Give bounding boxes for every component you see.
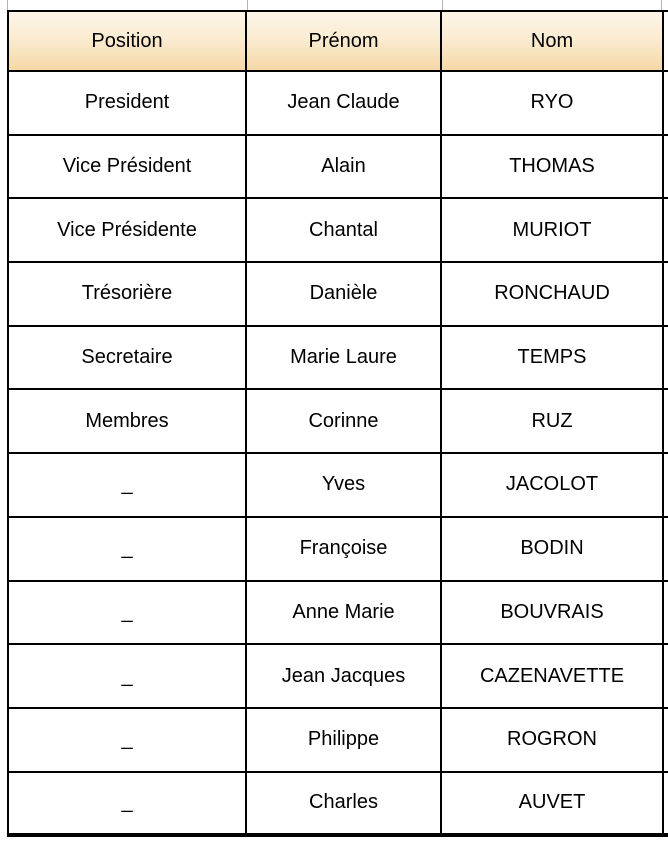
cell-position[interactable]: _ [8,581,246,645]
cell-position[interactable]: Vice Présidente [8,198,246,262]
clipped-column-header [663,11,668,71]
cell-prenom[interactable]: Chantal [246,198,441,262]
cell-prenom[interactable]: Danièle [246,262,441,326]
cell-nom[interactable]: BOUVRAIS [441,581,663,645]
column-header-nom[interactable]: Nom [441,11,663,71]
clipped-column-cell [663,71,668,135]
cell-prenom[interactable]: Jean Jacques [246,644,441,708]
cell-position[interactable]: Membres [8,389,246,453]
cell-position[interactable]: _ [8,708,246,772]
cell-prenom[interactable]: Anne Marie [246,581,441,645]
cell-nom[interactable]: MURIOT [441,198,663,262]
clipped-column-cell [663,135,668,199]
table-row [8,326,668,390]
table-row [8,389,668,453]
clipped-column-cell [663,708,668,772]
clipped-column-cell [663,772,668,836]
cell-prenom[interactable]: Corinne [246,389,441,453]
cell-prenom[interactable]: Alain [246,135,441,199]
clipped-column-cell [663,517,668,581]
table-row [8,708,668,772]
clipped-column-cell [663,198,668,262]
members-table [7,10,668,837]
cell-prenom[interactable]: Yves [246,453,441,517]
clipped-column-cell [663,389,668,453]
cell-position[interactable]: _ [8,517,246,581]
table-row [8,198,668,262]
cell-nom[interactable]: CAZENAVETTE [441,644,663,708]
cell-nom[interactable]: RUZ [441,389,663,453]
table-row [8,517,668,581]
cell-nom[interactable]: TEMPS [441,326,663,390]
cell-nom[interactable]: RYO [441,71,663,135]
table-row [8,262,668,326]
cell-nom[interactable]: RONCHAUD [441,262,663,326]
cell-prenom[interactable]: Philippe [246,708,441,772]
table-row [8,581,668,645]
table-row [8,453,668,517]
cell-position[interactable]: Secretaire [8,326,246,390]
cell-prenom[interactable]: Françoise [246,517,441,581]
cell-position[interactable]: Vice Président [8,135,246,199]
cell-position[interactable]: Trésorière [8,262,246,326]
table-row [8,71,668,135]
cell-position[interactable]: _ [8,772,246,836]
cell-prenom[interactable]: Charles [246,772,441,836]
cell-position[interactable]: _ [8,453,246,517]
cell-position[interactable]: President [8,71,246,135]
cell-nom[interactable]: ROGRON [441,708,663,772]
table-row [8,644,668,708]
clipped-column-cell [663,453,668,517]
cell-prenom[interactable]: Marie Laure [246,326,441,390]
column-header-prenom[interactable]: Prénom [246,11,441,71]
cell-nom[interactable]: THOMAS [441,135,663,199]
clipped-column-cell [663,644,668,708]
column-header-position[interactable]: Position [8,11,246,71]
cell-position[interactable]: _ [8,644,246,708]
cell-nom[interactable]: JACOLOT [441,453,663,517]
clipped-column-cell [663,326,668,390]
table-row [8,772,668,836]
table-row [8,135,668,199]
clipped-column-cell [663,262,668,326]
cell-prenom[interactable]: Jean Claude [246,71,441,135]
cell-nom[interactable]: AUVET [441,772,663,836]
table-header-row [8,11,668,71]
cell-nom[interactable]: BODIN [441,517,663,581]
clipped-column-cell [663,581,668,645]
